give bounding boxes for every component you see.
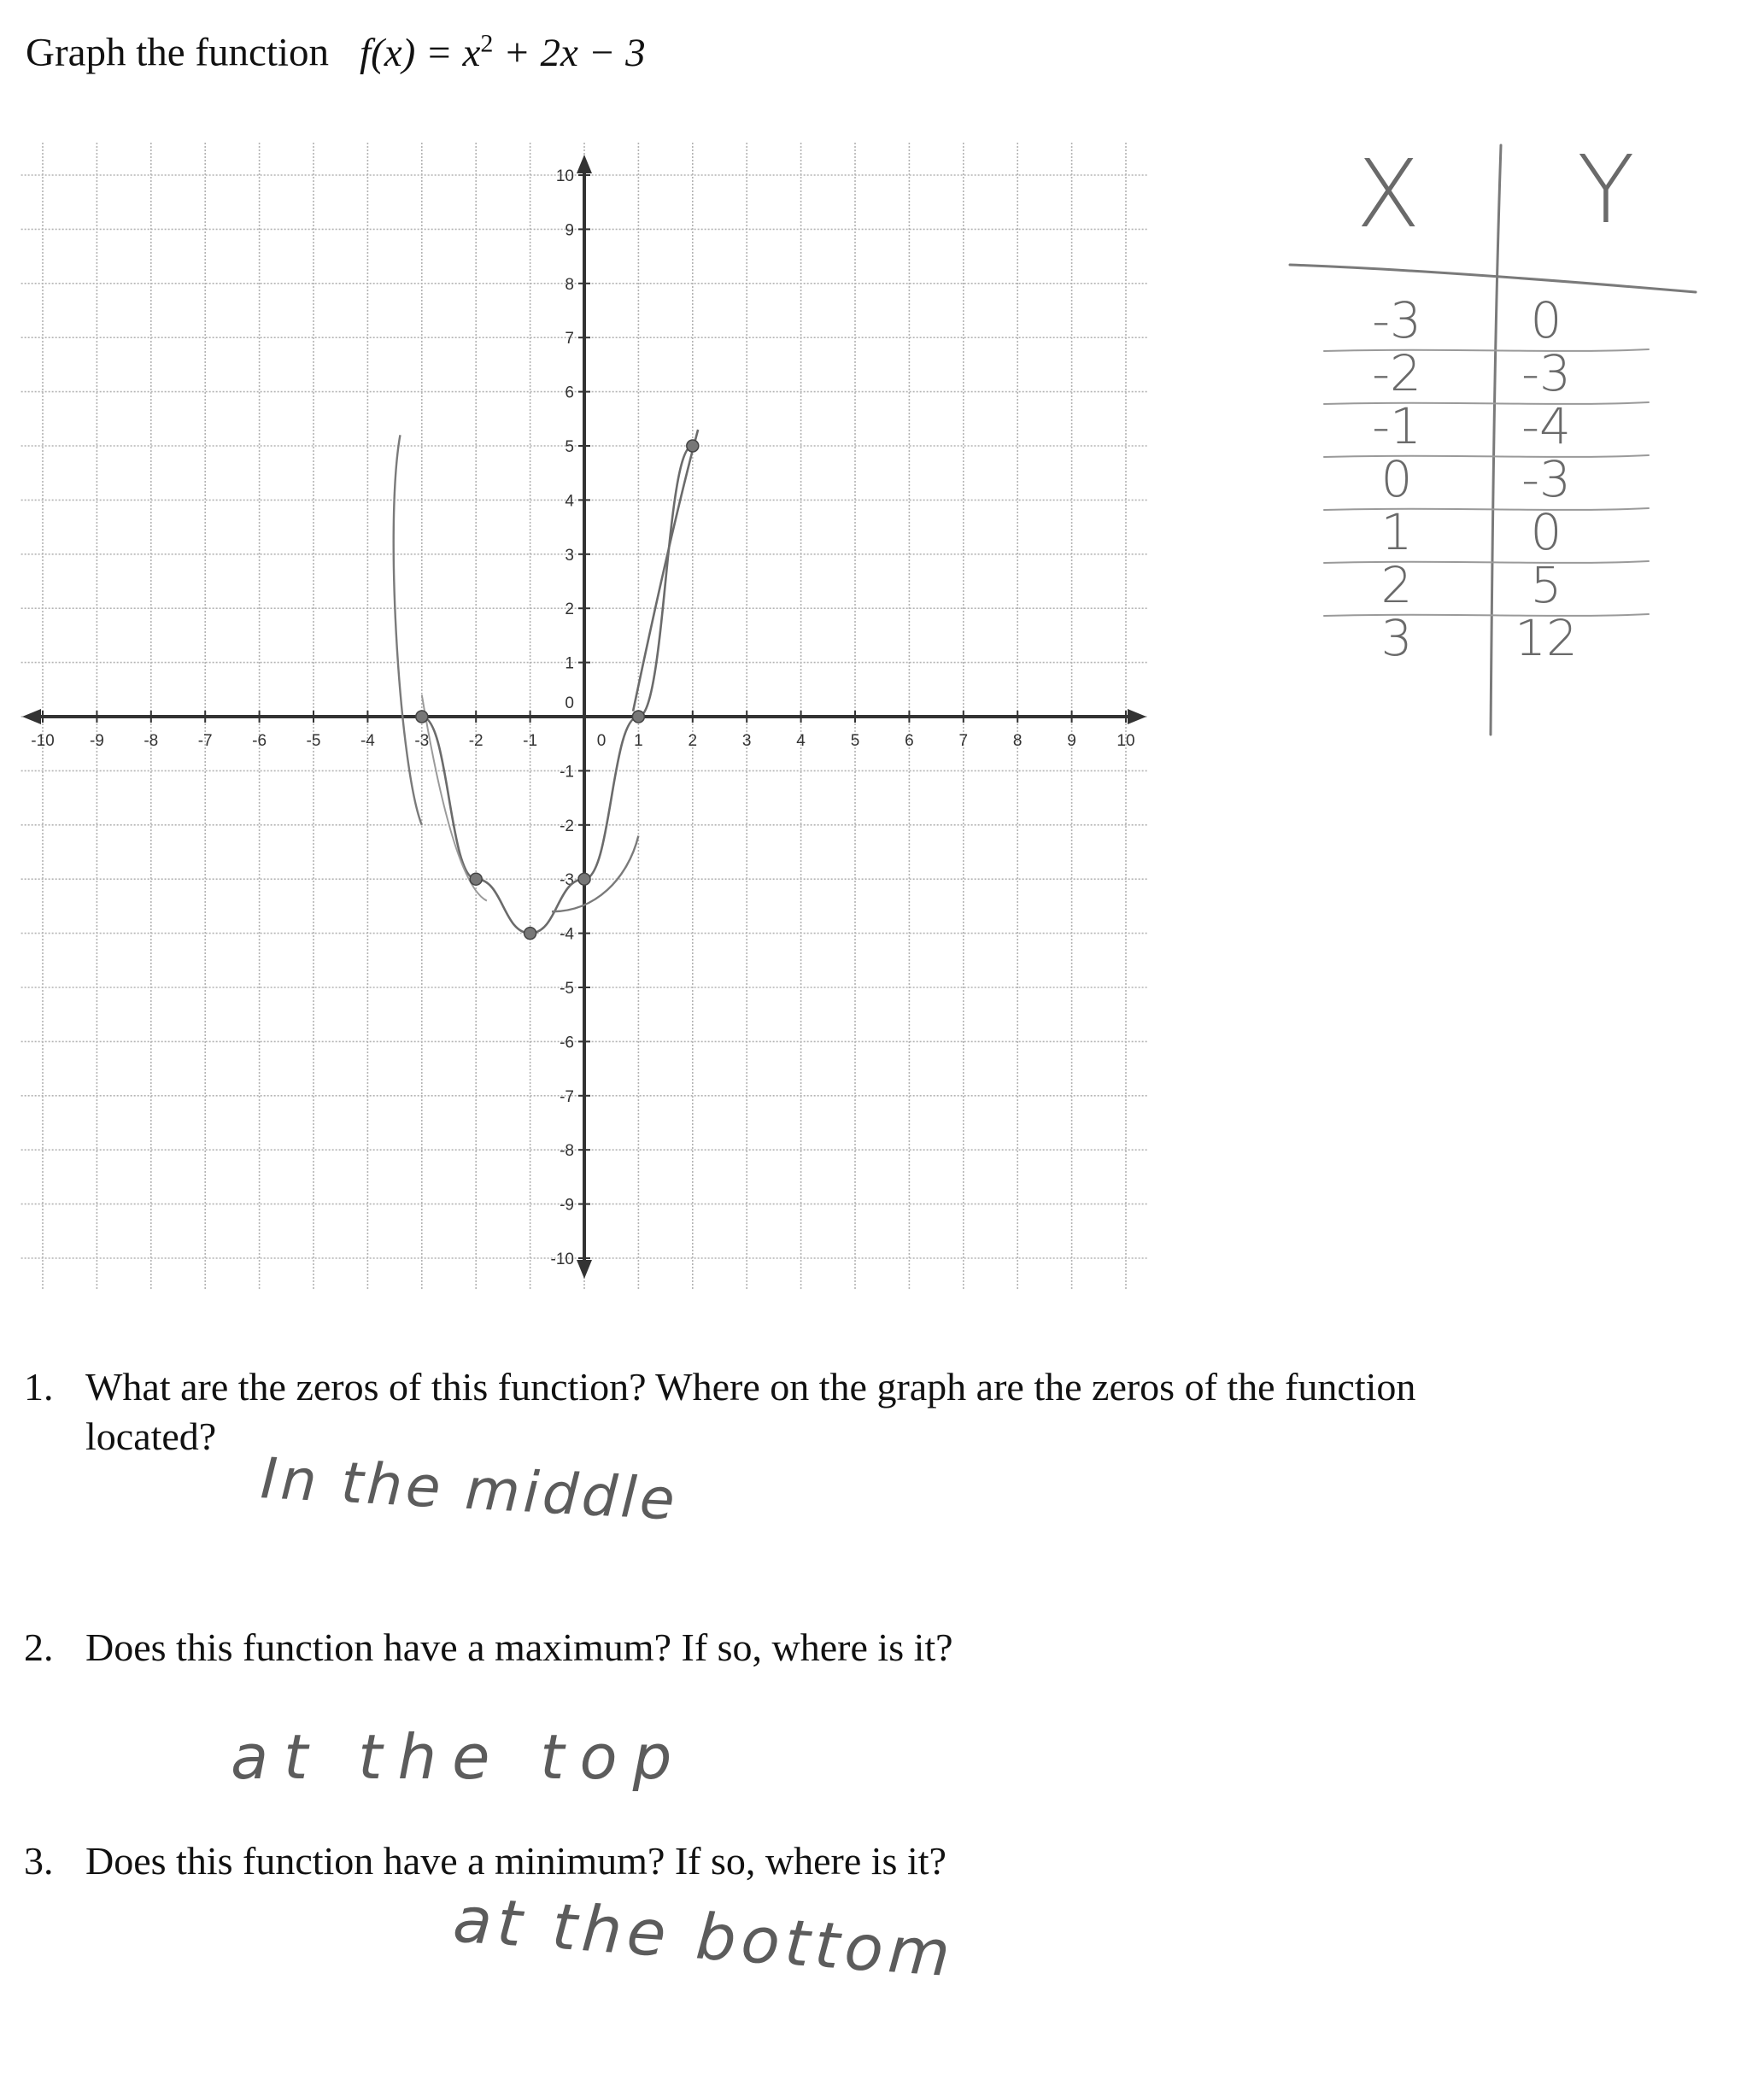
table-cell-y: -3 xyxy=(1521,450,1571,508)
table-vertical-line xyxy=(1491,145,1501,735)
student-curve xyxy=(422,446,693,934)
x-tick-label: -2 xyxy=(468,732,483,750)
y-tick-label: -3 xyxy=(560,871,574,890)
y-tick-label: 1 xyxy=(565,654,574,673)
y-tick-label: -8 xyxy=(560,1142,574,1161)
y-tick-label: -5 xyxy=(560,980,574,998)
y-tick-label: 0 xyxy=(565,694,574,712)
coordinate-grid-chart xyxy=(17,132,1166,1307)
table-cell-x: -3 xyxy=(1372,291,1421,349)
y-tick-label: 8 xyxy=(565,275,574,294)
x-tick-label: -3 xyxy=(414,732,430,750)
table-cell-y: 0 xyxy=(1530,291,1562,349)
answer-1: In the middle xyxy=(259,1445,680,1533)
answer-3: at the bottom xyxy=(450,1883,958,1992)
y-tick-label: -10 xyxy=(550,1250,574,1268)
x-tick-label: 1 xyxy=(634,732,643,750)
plotted-point xyxy=(416,711,428,723)
table-cell-y: 5 xyxy=(1530,556,1562,614)
y-tick-label: 10 xyxy=(555,167,574,185)
y-tick-label: 3 xyxy=(565,546,574,565)
question-text: Does this function have a maximum? If so, where is it? xyxy=(85,1625,953,1669)
x-axis-arrow-left xyxy=(22,709,41,724)
x-tick-label: -10 xyxy=(31,732,55,750)
x-tick-label: -9 xyxy=(89,732,104,750)
y-tick-label: 4 xyxy=(565,492,574,511)
table-row-line xyxy=(1324,508,1649,510)
xy-value-table xyxy=(1273,137,1708,752)
x-tick-label: 4 xyxy=(796,732,806,750)
question-number: 2. xyxy=(24,1625,54,1669)
x-tick-label: -4 xyxy=(360,732,375,750)
x-tick-label: -5 xyxy=(306,732,321,750)
y-tick-label: 2 xyxy=(565,600,574,619)
y-axis-arrow-down xyxy=(577,1260,592,1279)
table-cell-y: -4 xyxy=(1521,397,1571,455)
x-tick-label: 5 xyxy=(850,732,860,750)
x-tick-label: 3 xyxy=(741,732,752,750)
x-tick-label: -6 xyxy=(252,732,267,750)
plotted-point xyxy=(578,873,590,885)
x-tick-label: -8 xyxy=(144,732,159,750)
table-cell-x: -2 xyxy=(1372,344,1421,402)
table-row-line xyxy=(1324,614,1649,616)
y-tick-label: -4 xyxy=(560,925,574,944)
function-expression: $f(x) = x^2 + 2x - 3$ xyxy=(360,29,646,75)
y-axis-arrow-up xyxy=(577,155,592,173)
table-cell-x: 3 xyxy=(1380,609,1413,667)
x-tick-label: -1 xyxy=(523,732,538,750)
table-cell-y: 12 xyxy=(1515,609,1578,667)
table-cell-x: 1 xyxy=(1380,503,1413,561)
question-number: 1. xyxy=(24,1365,54,1409)
table-row-line xyxy=(1324,455,1649,457)
worksheet-title xyxy=(26,29,646,76)
table-cell-x: 2 xyxy=(1380,556,1413,614)
table-row-line xyxy=(1324,561,1649,563)
plotted-point xyxy=(632,711,644,723)
y-tick-label: 6 xyxy=(565,384,574,402)
y-tick-label: 7 xyxy=(565,330,574,348)
y-tick-label: -6 xyxy=(560,1034,574,1052)
question-number: 3. xyxy=(24,1839,54,1883)
table-header-y: Y xyxy=(1577,137,1635,244)
title-prefix: Graph the function xyxy=(26,30,330,75)
table-cell-x: -1 xyxy=(1372,397,1421,455)
student-curve-left-arm xyxy=(394,435,422,824)
y-tick-label: -7 xyxy=(560,1087,574,1106)
question-text: Does this function have a minimum? If so, where is it? xyxy=(85,1839,946,1883)
plotted-point xyxy=(525,928,536,940)
x-tick-label: 7 xyxy=(958,732,969,750)
x-axis-arrow-right xyxy=(1128,709,1146,724)
x-tick-label: -7 xyxy=(197,732,213,750)
table-header-line xyxy=(1290,265,1696,292)
x-tick-label: 0 xyxy=(596,732,607,750)
table-cell-y: -3 xyxy=(1521,344,1571,402)
plotted-point xyxy=(470,873,482,885)
y-tick-label: -1 xyxy=(560,763,574,782)
answer-2: at the top xyxy=(231,1721,688,1793)
x-tick-label: 10 xyxy=(1116,732,1135,750)
y-tick-label: -9 xyxy=(560,1196,574,1215)
y-tick-label: -2 xyxy=(560,817,574,835)
table-cell-y: 0 xyxy=(1530,503,1562,561)
question-text: What are the zeros of this function? Where on the graph are the zeros of the function located? xyxy=(85,1365,1416,1458)
x-tick-label: 9 xyxy=(1067,732,1076,750)
y-tick-label: 5 xyxy=(565,438,574,456)
plotted-point xyxy=(687,440,699,452)
x-tick-label: 8 xyxy=(1012,732,1023,750)
x-tick-label: 6 xyxy=(905,732,914,750)
table-cell-x: 0 xyxy=(1380,450,1413,508)
table-header-x: X xyxy=(1356,139,1421,249)
y-tick-label: 9 xyxy=(565,221,574,240)
x-tick-label: 2 xyxy=(688,732,698,750)
